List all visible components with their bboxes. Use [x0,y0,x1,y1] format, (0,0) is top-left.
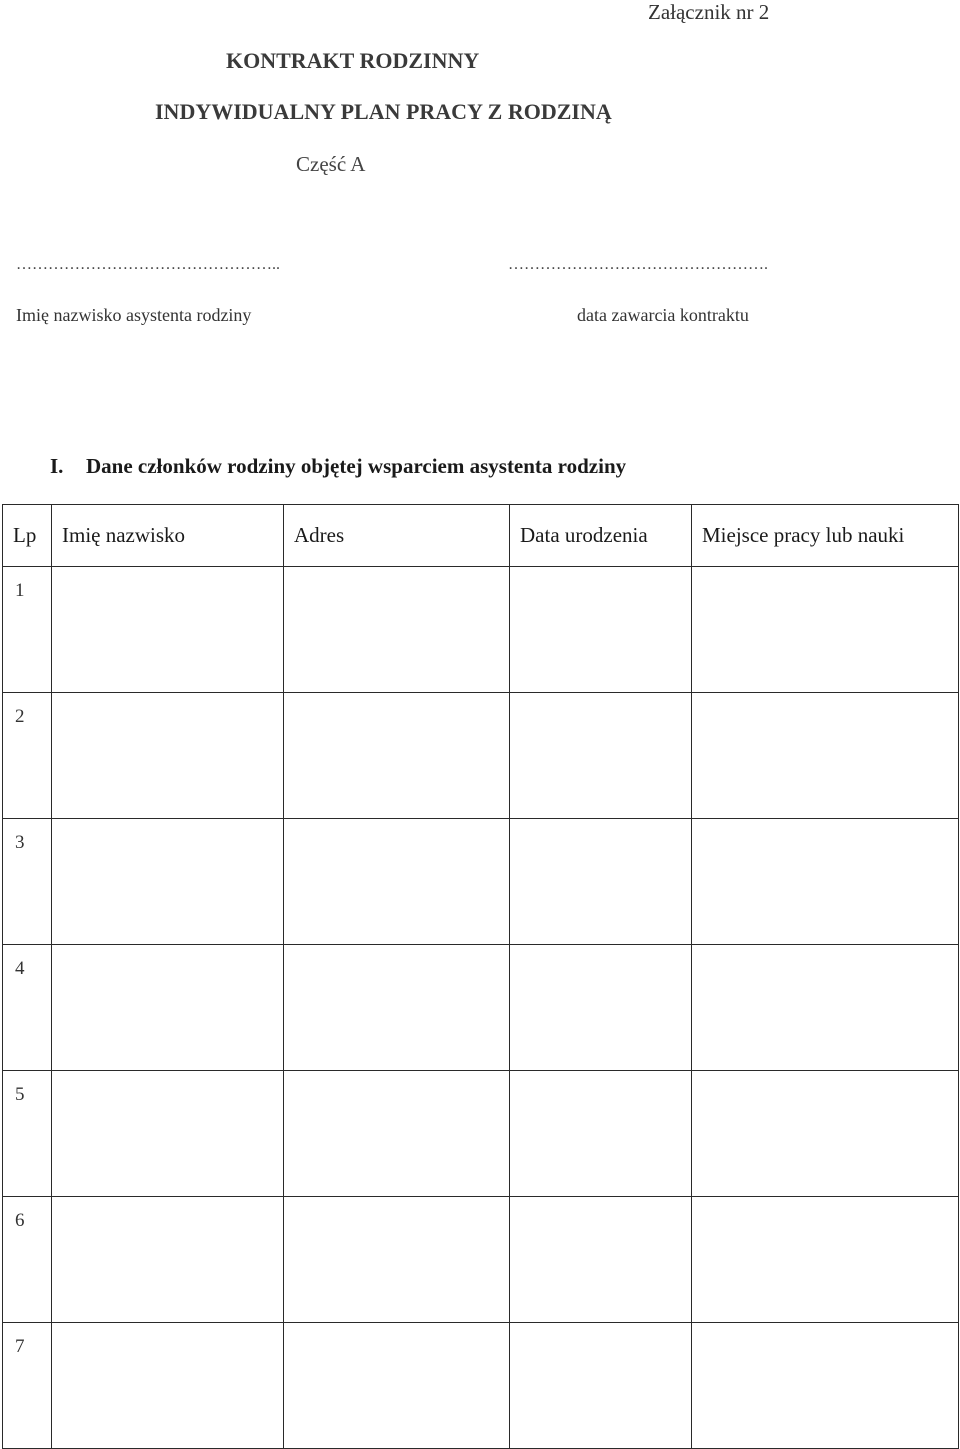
workplace-cell[interactable] [692,1071,959,1197]
column-header-address: Adres [284,505,510,567]
row-number: 5 [3,1071,52,1197]
name-cell[interactable] [52,693,284,819]
assistant-name-label: Imię nazwisko asystenta rodziny [16,305,252,325]
birth-date-cell[interactable] [510,693,692,819]
row-number: 7 [3,1323,52,1449]
table-row [3,1197,959,1323]
assistant-name-field[interactable]: ………………………………………….. [16,256,280,273]
birth-date-cell[interactable] [510,945,692,1071]
address-cell[interactable] [284,1071,510,1197]
address-cell[interactable] [284,1323,510,1449]
table-row [3,567,959,693]
section-title: Dane członków rodziny objętej wsparciem asystenta rodziny [86,454,627,478]
contract-date-label: data zawarcia kontraktu [577,305,749,325]
workplace-cell[interactable] [692,1323,959,1449]
name-cell[interactable] [52,1323,284,1449]
column-header-workplace: Miejsce pracy lub nauki [692,505,959,567]
name-cell[interactable] [52,567,284,693]
table-row [3,945,959,1071]
table-row [3,693,959,819]
table-header-row [3,505,959,567]
birth-date-cell[interactable] [510,1071,692,1197]
address-cell[interactable] [284,567,510,693]
column-header-birth-date: Data urodzenia [510,505,692,567]
name-cell[interactable] [52,819,284,945]
birth-date-cell[interactable] [510,819,692,945]
workplace-cell[interactable] [692,945,959,1071]
column-header-name: Imię nazwisko [52,505,284,567]
row-number: 3 [3,819,52,945]
contract-date-field[interactable]: …………………………………………. [508,256,768,273]
part-label: Część A [296,152,366,176]
family-members-table [2,504,959,1449]
row-number: 2 [3,693,52,819]
document-title: KONTRAKT RODZINNY [226,48,480,73]
workplace-cell[interactable] [692,693,959,819]
name-cell[interactable] [52,945,284,1071]
table-row [3,1323,959,1449]
workplace-cell[interactable] [692,567,959,693]
workplace-cell[interactable] [692,819,959,945]
name-cell[interactable] [52,1197,284,1323]
annex-label: Załącznik nr 2 [648,0,770,24]
address-cell[interactable] [284,693,510,819]
address-cell[interactable] [284,945,510,1071]
row-number: 1 [3,567,52,693]
address-cell[interactable] [284,1197,510,1323]
section-heading [50,454,626,479]
row-number: 6 [3,1197,52,1323]
document-subtitle: INDYWIDUALNY PLAN PRACY Z RODZINĄ [155,99,612,124]
name-cell[interactable] [52,1071,284,1197]
birth-date-cell[interactable] [510,1197,692,1323]
section-number: I. [50,454,64,478]
birth-date-cell[interactable] [510,567,692,693]
column-header-lp: Lp [3,505,52,567]
table-row [3,1071,959,1197]
birth-date-cell[interactable] [510,1323,692,1449]
workplace-cell[interactable] [692,1197,959,1323]
row-number: 4 [3,945,52,1071]
table-row [3,819,959,945]
address-cell[interactable] [284,819,510,945]
